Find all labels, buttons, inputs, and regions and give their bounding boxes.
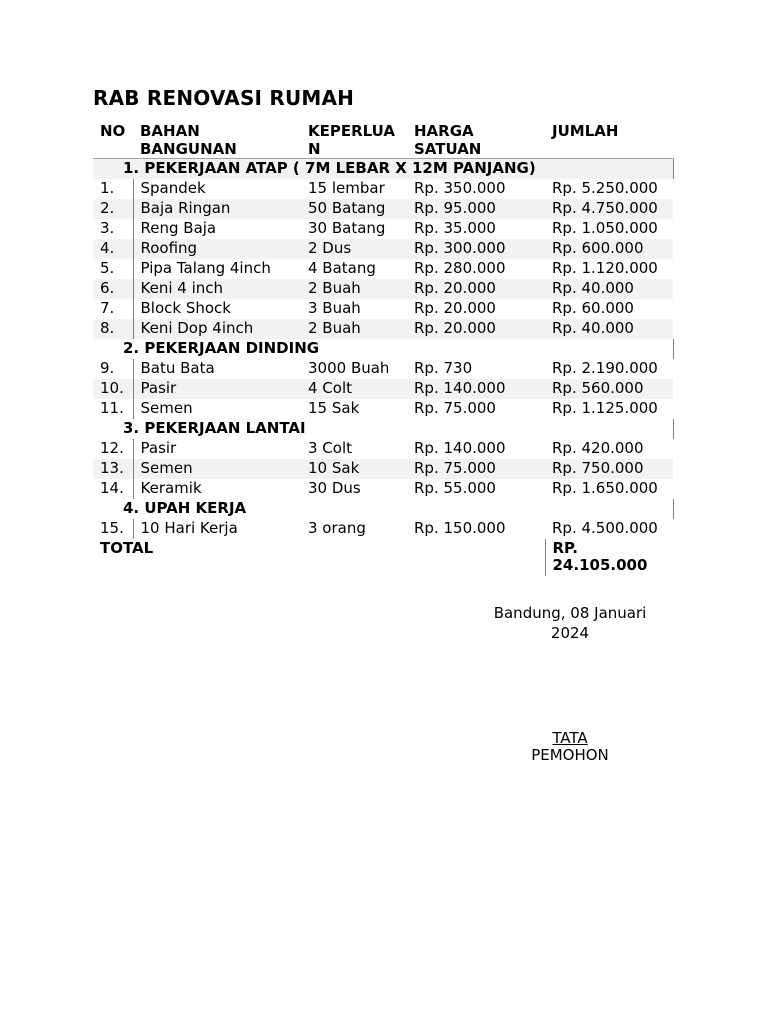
signature-name: TATA	[552, 729, 588, 747]
cell-harga: Rp. 55.000	[414, 479, 496, 497]
cell-harga: Rp. 20.000	[414, 299, 496, 317]
cell-harga: Rp. 350.000	[414, 179, 506, 197]
header-keperluan: KEPERLUAN	[301, 120, 407, 159]
cell-jumlah: Rp. 2.190.000	[552, 359, 658, 377]
cell-keperluan: 15 lembar	[308, 179, 385, 197]
cell-harga: Rp. 75.000	[414, 399, 496, 417]
cell-no: 14.	[93, 479, 133, 499]
cell-bahan: Pasir	[140, 439, 177, 457]
header-no: NO	[93, 120, 133, 159]
table-row	[93, 239, 673, 259]
cell-bahan: Semen	[133, 459, 301, 479]
cell-jumlah: Rp. 60.000	[552, 299, 634, 317]
cell-keperluan: 4 Colt	[301, 379, 407, 399]
cell-no: 11.	[93, 399, 133, 419]
cell-jumlah: Rp. 1.650.000	[552, 479, 658, 497]
section-row	[93, 499, 673, 519]
header-bahan: BAHAN BANGUNAN	[133, 120, 301, 159]
cell-jumlah: Rp. 1.120.000	[552, 259, 658, 277]
table-body	[93, 159, 673, 540]
cell-jumlah: Rp. 40.000	[545, 279, 673, 299]
section-title: 3. PEKERJAAN LANTAI	[93, 419, 673, 439]
table-row	[93, 179, 673, 199]
total-label: TOTAL	[100, 539, 154, 557]
table-header-row	[93, 120, 673, 159]
cell-keperluan: 30 Dus	[308, 479, 361, 497]
cell-keperluan: 2 Buah	[301, 319, 407, 339]
cell-no: 13.	[93, 459, 133, 479]
cell-keperluan: 15 Sak	[308, 399, 360, 417]
cell-harga: Rp. 95.000	[407, 199, 545, 219]
header-harga: HARGA SATUAN	[407, 120, 545, 159]
cell-no: 3.	[93, 219, 133, 239]
cell-no: 12.	[93, 439, 133, 459]
cell-keperluan: 3000 Buah	[308, 359, 390, 377]
table-row	[93, 279, 673, 299]
cell-no: 6.	[93, 279, 133, 299]
cell-bahan: 10 Hari Kerja	[140, 519, 238, 537]
cell-bahan: Keni 4 inch	[133, 279, 301, 299]
cell-bahan: Keramik	[140, 479, 202, 497]
table-row	[93, 299, 673, 319]
cell-no: 8.	[93, 319, 133, 339]
cell-no: 10.	[93, 379, 133, 399]
rab-table	[93, 120, 674, 576]
cell-no: 1.	[93, 179, 133, 199]
cell-no: 9.	[93, 359, 133, 379]
cell-bahan: Pipa Talang 4inch	[140, 259, 271, 277]
total-row	[93, 539, 673, 576]
table-row	[93, 479, 673, 499]
cell-jumlah: Rp. 4.750.000	[545, 199, 673, 219]
cell-bahan: Baja Ringan	[133, 199, 301, 219]
cell-harga: Rp. 140.000	[407, 379, 545, 399]
cell-jumlah: Rp. 4.500.000	[552, 519, 658, 537]
cell-harga: Rp. 75.000	[407, 459, 545, 479]
cell-jumlah: Rp. 5.250.000	[552, 179, 658, 197]
cell-harga: Rp. 300.000	[407, 239, 545, 259]
cell-keperluan: 3 orang	[308, 519, 366, 537]
total-value: RP. 24.105.000	[545, 539, 673, 576]
cell-keperluan: 2 Buah	[301, 279, 407, 299]
cell-keperluan: 30 Batang	[308, 219, 386, 237]
cell-bahan: Roofing	[133, 239, 301, 259]
cell-jumlah: Rp. 560.000	[545, 379, 673, 399]
table-row	[93, 399, 673, 419]
cell-harga: Rp. 150.000	[414, 519, 506, 537]
section-title: 4. UPAH KERJA	[93, 499, 673, 519]
header-jumlah: JUMLAH	[545, 120, 673, 159]
table-row	[93, 359, 673, 379]
table-row	[93, 379, 673, 399]
table-row	[93, 439, 673, 459]
section-row	[93, 419, 673, 439]
cell-harga: Rp. 140.000	[414, 439, 506, 457]
table-row	[93, 459, 673, 479]
cell-harga: Rp. 730	[414, 359, 473, 377]
cell-jumlah: Rp. 1.050.000	[552, 219, 658, 237]
cell-jumlah: Rp. 600.000	[545, 239, 673, 259]
cell-bahan: Pasir	[133, 379, 301, 399]
cell-jumlah: Rp. 40.000	[545, 319, 673, 339]
section-title: 2. PEKERJAAN DINDING	[93, 339, 673, 359]
cell-bahan: Spandek	[140, 179, 206, 197]
cell-bahan: Keni Dop 4inch	[133, 319, 301, 339]
cell-jumlah: Rp. 420.000	[552, 439, 644, 457]
cell-no: 15.	[93, 519, 133, 539]
cell-keperluan: 4 Batang	[308, 259, 376, 277]
cell-harga: Rp. 20.000	[407, 319, 545, 339]
cell-keperluan: 10 Sak	[301, 459, 407, 479]
cell-no: 7.	[93, 299, 133, 319]
document-title: RAB RENOVASI RUMAH	[93, 86, 355, 110]
cell-keperluan: 2 Dus	[301, 239, 407, 259]
cell-jumlah: Rp. 750.000	[545, 459, 673, 479]
table-row	[93, 259, 673, 279]
signature-role: PEMOHON	[531, 746, 609, 764]
signature-date: Bandung, 08 Januari 2024	[493, 604, 647, 642]
table-row	[93, 199, 673, 219]
section-row	[93, 339, 673, 359]
cell-harga: Rp. 280.000	[414, 259, 506, 277]
cell-harga: Rp. 20.000	[407, 279, 545, 299]
cell-bahan: Semen	[140, 399, 193, 417]
section-title: 1. PEKERJAAN ATAP ( 7M LEBAR X 12M PANJANG)	[93, 159, 673, 180]
cell-jumlah: Rp. 1.125.000	[552, 399, 658, 417]
cell-no: 4.	[93, 239, 133, 259]
cell-keperluan: 3 Buah	[308, 299, 361, 317]
cell-bahan: Reng Baja	[140, 219, 217, 237]
table-row	[93, 319, 673, 339]
cell-keperluan: 3 Colt	[308, 439, 353, 457]
cell-harga: Rp. 35.000	[414, 219, 496, 237]
cell-bahan: Block Shock	[140, 299, 231, 317]
cell-bahan: Batu Bata	[140, 359, 215, 377]
cell-no: 5.	[93, 259, 133, 279]
table-row	[93, 519, 673, 539]
cell-no: 2.	[93, 199, 133, 219]
cell-keperluan: 50 Batang	[301, 199, 407, 219]
table-row	[93, 219, 673, 239]
section-row	[93, 159, 673, 180]
